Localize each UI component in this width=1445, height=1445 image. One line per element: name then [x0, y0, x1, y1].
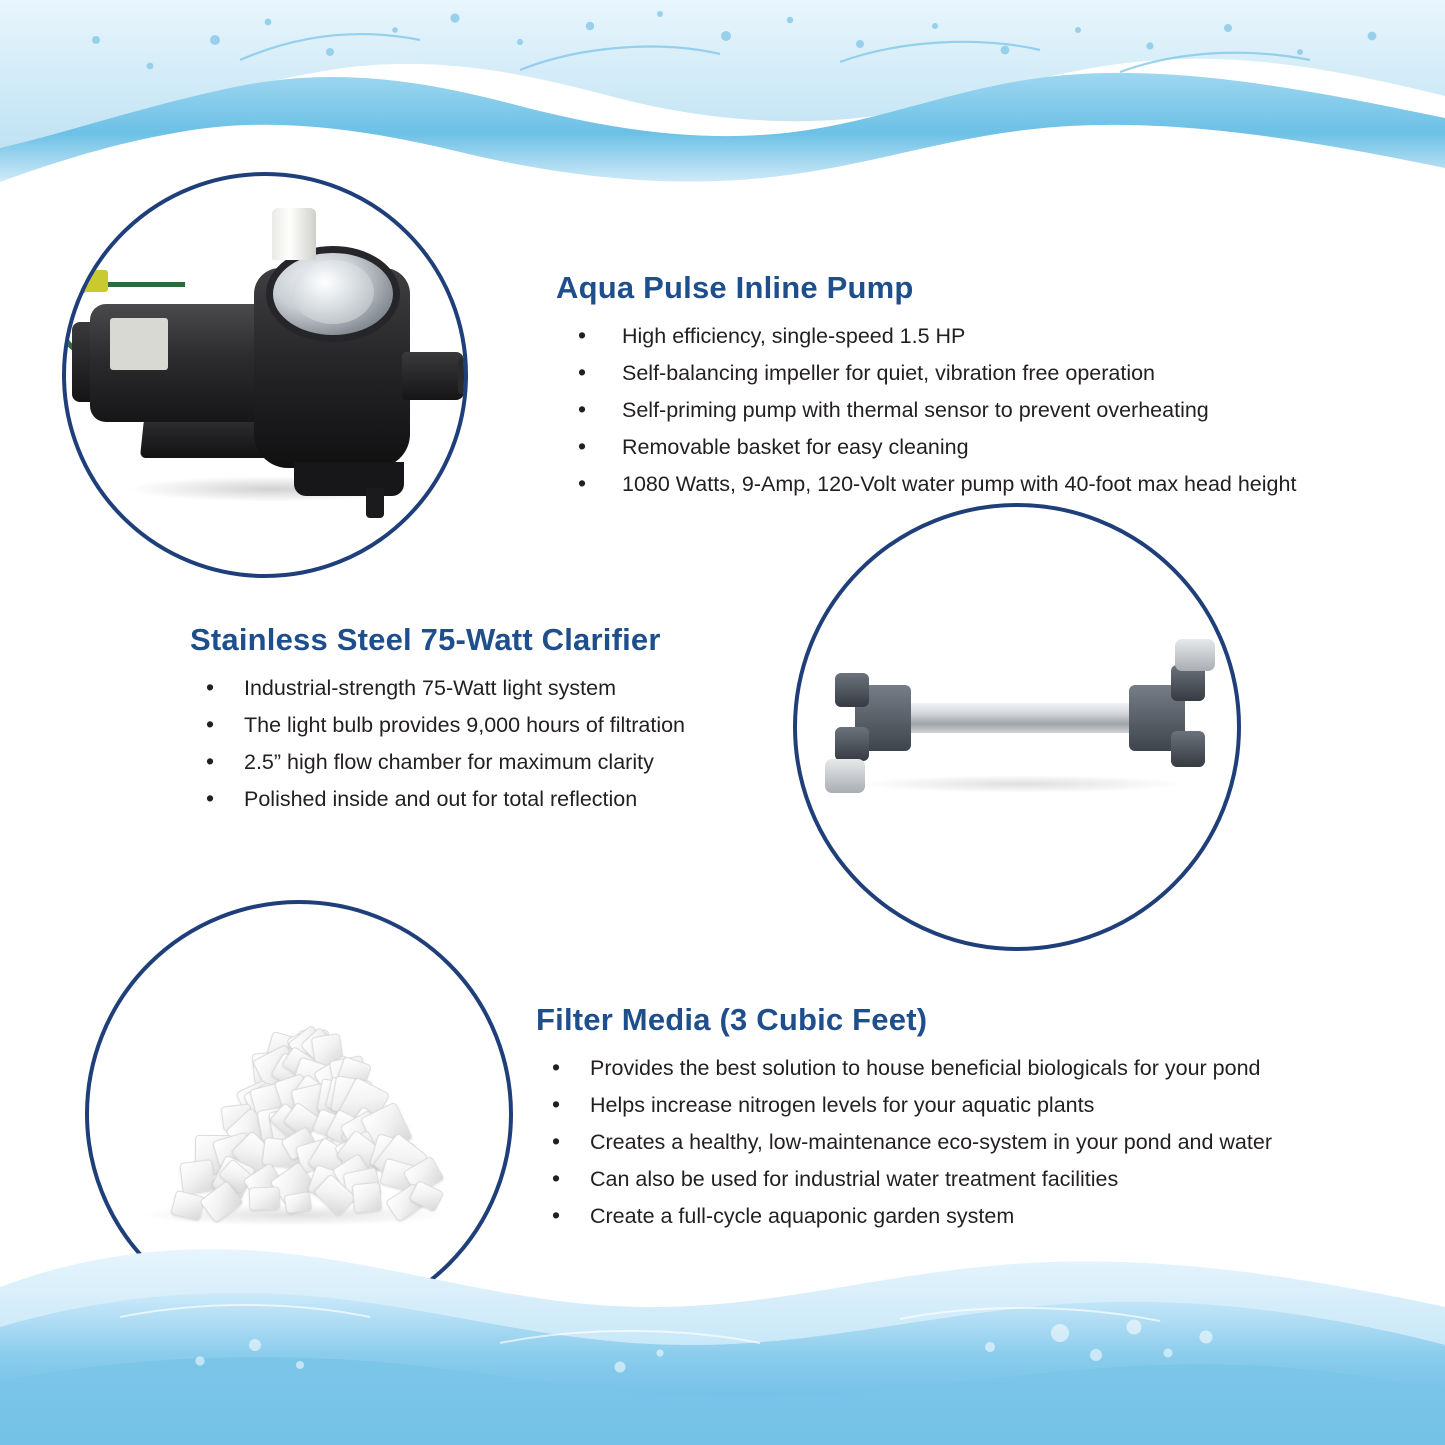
- filter-media-text-block: [536, 1002, 1272, 1237]
- filter-media-product-image-circle: [85, 900, 513, 1328]
- pump-outlet-port: [402, 352, 464, 400]
- pump-spec-label: [110, 318, 168, 370]
- clarifier-product-image-circle: [793, 503, 1241, 951]
- bio-media-ring: [179, 1159, 216, 1195]
- inline-pump-illustration: [66, 176, 464, 574]
- clarifier-right-union: [1175, 639, 1215, 671]
- list-item: • Can also be used for industrial water treatment facilities: [536, 1163, 1272, 1196]
- bio-media-ring: [171, 1190, 206, 1221]
- list-item: • Helps increase nitrogen levels for your aquatic plants: [536, 1089, 1272, 1122]
- list-item: • 2.5” high flow chamber for maximum clarity: [190, 746, 685, 779]
- filter-media-illustration: [89, 904, 509, 1324]
- clarifier-stainless-tube: [895, 703, 1143, 733]
- clarifier-text-block: [190, 622, 685, 820]
- pump-inlet-spout: [272, 208, 316, 260]
- list-item: • Create a full-cycle aquaponic garden system: [536, 1200, 1272, 1233]
- pump-feature-list: [556, 320, 1296, 501]
- bio-media-ring: [284, 1190, 313, 1213]
- list-item: • Self-balancing impeller for quiet, vibration free operation: [556, 357, 1296, 390]
- filter-media-title: Filter Media (3 Cubic Feet): [536, 1002, 928, 1037]
- filter-media-feature-list: [536, 1052, 1272, 1233]
- bio-media-ring: [352, 1182, 382, 1214]
- list-item: • Provides the best solution to house beneficial biologicals for your pond: [536, 1052, 1272, 1085]
- uv-clarifier-illustration: [797, 507, 1237, 947]
- list-item: • Industrial-strength 75-Watt light system: [190, 672, 685, 705]
- list-item: • 1080 Watts, 9-Amp, 120-Volt water pump with 40-foot max head height: [556, 468, 1296, 501]
- bio-media-pile: [129, 1024, 459, 1224]
- pump-product-image-circle: [62, 172, 468, 578]
- pump-text-block: [556, 270, 1296, 505]
- list-item: • High efficiency, single-speed 1.5 HP: [556, 320, 1296, 353]
- clarifier-left-union: [825, 759, 865, 793]
- list-item: • Self-priming pump with thermal sensor to prevent overheating: [556, 394, 1296, 427]
- pump-title: Aqua Pulse Inline Pump: [556, 270, 914, 305]
- bio-media-ring: [248, 1187, 280, 1211]
- clarifier-feature-list: [190, 672, 685, 816]
- list-item: • Polished inside and out for total reflection: [190, 783, 685, 816]
- list-item: • Removable basket for easy cleaning: [556, 431, 1296, 464]
- list-item: • The light bulb provides 9,000 hours of filtration: [190, 709, 685, 742]
- clarifier-title: Stainless Steel 75-Watt Clarifier: [190, 622, 661, 657]
- list-item: • Creates a healthy, low-maintenance eco-system in your pond and water: [536, 1126, 1272, 1159]
